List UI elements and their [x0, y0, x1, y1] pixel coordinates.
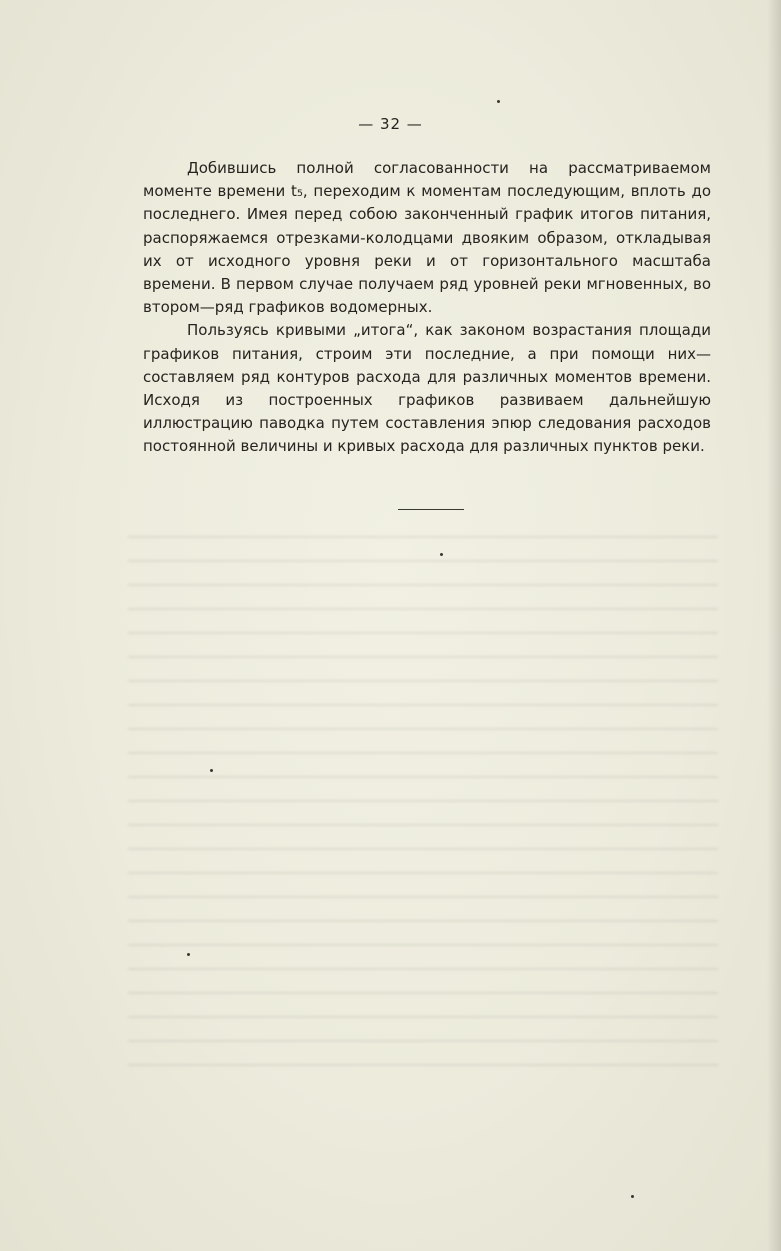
page-edge-shadow — [767, 0, 781, 1251]
body-text — [143, 157, 711, 459]
paragraph-1: Добившись полной согласованности на рассматриваемом моменте времени t₅, переходим к моментам последующим, вплоть до последнего. Имея перед собою законченный график итогов питания, распоряжаемся отрезками-колодцами двояким образом, откладывая их от исходного уровня реки и от горизонтального масштаба времени. В первом случае получаем ряд уровней реки мгновенных, во втором—ряд графиков водомерных. — [143, 159, 711, 317]
show-through-text — [128, 525, 718, 1085]
paper-speck — [497, 100, 500, 103]
paper-speck — [187, 953, 190, 956]
paragraph-2: Пользуясь кривыми „итога“, как законом возрастания площади графиков питания, строим эти последние, а при помощи них—составляем ряд контуров расхода для различных моментов времени. Исходя из построенных графиков развиваем дальнейшую иллюстрацию паводка путем составления эпюр следования расходов постоянной величины и кривых расхода для различных пунктов реки. — [143, 321, 711, 456]
paper-speck — [440, 553, 443, 556]
paper-speck — [631, 1195, 634, 1198]
paper-speck — [210, 769, 213, 772]
section-divider — [398, 509, 464, 510]
page-number: — 32 — — [358, 115, 423, 133]
